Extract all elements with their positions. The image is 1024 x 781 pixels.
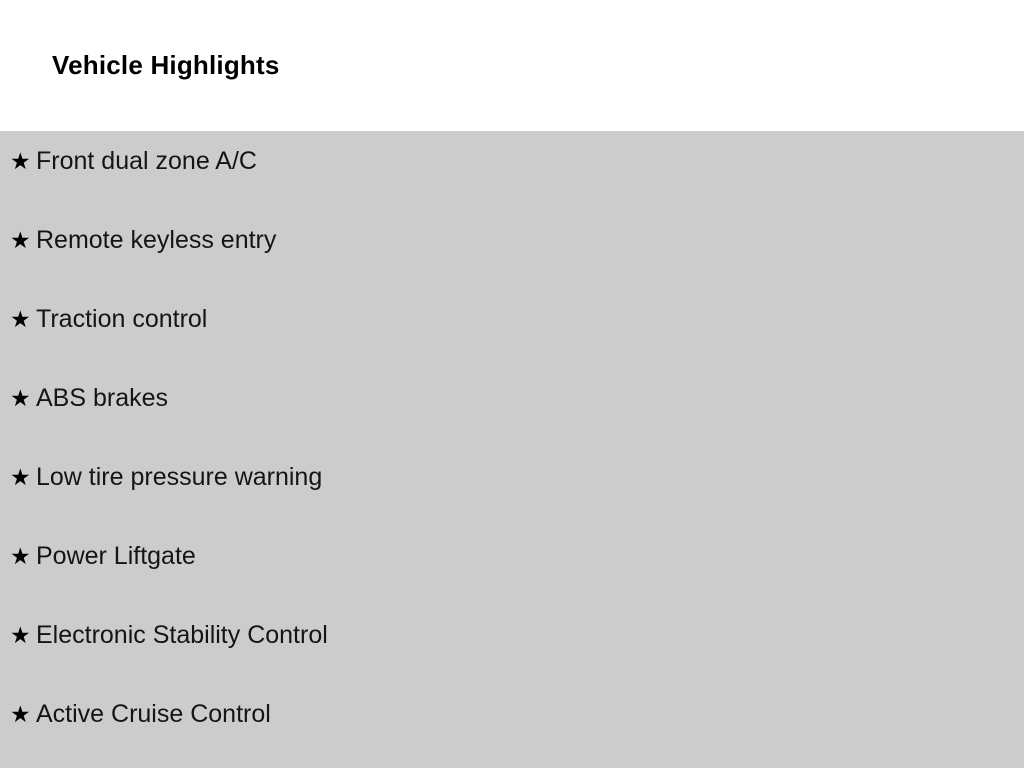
star-icon: ★ [10, 306, 31, 332]
list-item [0, 702, 1024, 781]
page-header [0, 0, 1024, 131]
list-item-label: Traction control [36, 305, 208, 333]
star-icon: ★ [10, 464, 31, 490]
page-title: Vehicle Highlights [52, 50, 280, 80]
star-icon: ★ [10, 701, 31, 727]
list-item-label: Power Liftgate [36, 542, 196, 570]
list-item [0, 149, 1024, 228]
list-item [0, 544, 1024, 623]
list-item [0, 465, 1024, 544]
list-item [0, 307, 1024, 386]
star-icon: ★ [10, 385, 31, 411]
star-icon: ★ [10, 148, 31, 174]
list-item [0, 623, 1024, 702]
vehicle-highlights-list [0, 131, 1024, 768]
star-icon: ★ [10, 543, 31, 569]
list-item [0, 228, 1024, 307]
list-item-label: Electronic Stability Control [36, 621, 328, 649]
star-icon: ★ [10, 622, 31, 648]
list-item-label: Active Cruise Control [36, 700, 271, 728]
list-item-label: Low tire pressure warning [36, 463, 323, 491]
list-item-label: Front dual zone A/C [36, 147, 257, 175]
list-item-label: Remote keyless entry [36, 226, 277, 254]
star-icon: ★ [10, 227, 31, 253]
list-item [0, 386, 1024, 465]
list-item-label: ABS brakes [36, 384, 169, 412]
